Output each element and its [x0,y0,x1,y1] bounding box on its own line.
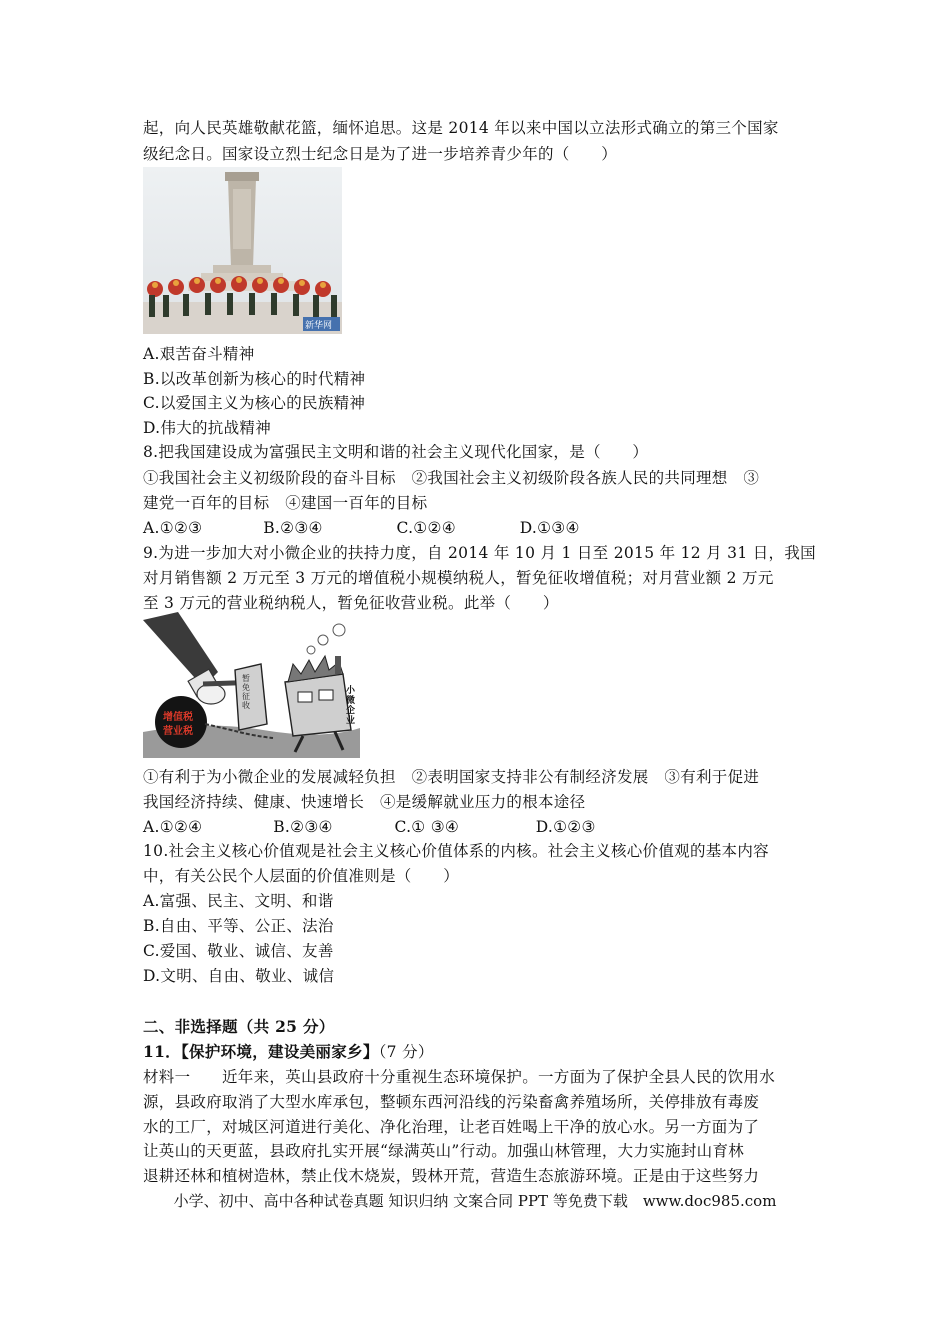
q7-line-2: 级纪念日。国家设立烈士纪念日是为了进一步培养青少年的（ ） [143,145,618,163]
q8-options [143,517,580,539]
q10-option-b: B.自由、平等、公正、法治 [143,917,334,935]
material-line-5: 退耕还林和植树造林，禁止伐木烧炭，毁林开荒，营造生态旅游环境。正是由于这些努力 [143,1167,760,1185]
q10-option-a: A.富强、民主、文明、和谐 [143,892,334,910]
material-line-3: 水的工厂，对城区河道进行美化、净化治理，让老百姓喝上干净的放心水。另一方面为了 [143,1118,760,1136]
q10-line-1: 10.社会主义核心价值观是社会主义核心价值体系的内核。社会主义核心价值观的基本内容 [143,842,769,860]
q7-option-c: C.以爱国主义为核心的民族精神 [143,394,366,412]
photo-watermark: 新华网 [305,321,333,331]
q9-options [143,816,596,838]
q10-option-c: C.爱国、敬业、诚信、友善 [143,942,334,960]
material-line-1: 材料一 近年来，英山县政府十分重视生态环境保护。一方面为了保护全县人民的饮用水 [143,1068,776,1086]
q9-items-line-2: 我国经济持续、健康、快速增长 ④是缓解就业压力的根本途径 [143,793,586,811]
q11-title [143,1041,434,1063]
q8-option-c: C.①②④ [396,519,456,537]
monument-photo [143,167,342,334]
section-heading: 二、非选择题（共 25 分） [143,1017,335,1036]
q8-option-a: A.①②③ [143,519,203,537]
q8-option-d: D.①③④ [519,519,580,537]
q9-line-3: 至 3 万元的营业税纳税人，暂免征收营业税。此举（ ） [143,594,559,612]
q9-line-2: 对月销售额 2 万元至 3 万元的增值税小规模纳税人，暂免征收增值税；对月营业额 2 万元 [143,569,774,587]
axe-label: 暂免征收 [242,674,250,710]
q9-option-d: D.①②③ [535,818,596,836]
q11-points: （7 分） [378,1043,434,1061]
q9-items-line-1: ①有利于为小微企业的发展减轻负担 ②表明国家支持非公有制经济发展 ③有利于促进 [143,768,760,786]
q7-option-a: A.艰苦奋斗精神 [143,345,255,363]
q9-option-c: C.① ③④ [394,818,460,836]
q7-option-b: B.以改革创新为核心的时代精神 [143,370,366,388]
q7-option-d: D.伟大的抗战精神 [143,419,272,437]
q8-stem: 8.把我国建设成为富强民主文明和谐的社会主义现代化国家，是（ ） [143,443,649,461]
q8-option-b: B.②③④ [263,519,323,537]
q11-title-text: 11．【保护环境，建设美丽家乡】 [143,1042,379,1061]
q10-line-2: 中，有关公民个人层面的价值准则是（ ） [143,867,460,885]
page-footer: 小学、初中、高中各种试卷真题 知识归纳 文案合同 PPT 等免费下载 www.doc985.com [173,1192,777,1210]
material-line-4: 让英山的天更蓝，县政府扎实开展“绿满英山”行动。加强山林管理，大力实施封山育林 [143,1142,745,1160]
q9-option-a: A.①②④ [143,818,203,836]
q9-line-1: 9.为进一步加大对小微企业的扶持力度，自 2014 年 10 月 1 日至 2015 年 12 月 31 日，我国 [143,544,816,562]
enterprise-label: 小微企业 [346,686,356,726]
q9-option-b: B.②③④ [273,818,333,836]
q8-items-line-2: 建党一百年的目标 ④建国一百年的目标 [143,494,428,512]
tax-cartoon [143,612,360,758]
ball-label-business-tax: 营业税 [163,726,193,737]
q7-line-1: 起，向人民英雄敬献花篮，缅怀追思。这是 2014 年以来中国以立法形式确立的第三个国家 [143,119,779,137]
ball-label-vat: 增值税 [163,712,193,723]
material-line-2: 源，县政府取消了大型水库承包，整顿东西河沿线的污染畜禽养殖场所，关停排放有毒废 [143,1093,760,1111]
q10-option-d: D.文明、自由、敬业、诚信 [143,967,335,985]
q8-items-line-1: ①我国社会主义初级阶段的奋斗目标 ②我国社会主义初级阶段各族人民的共同理想 ③ [143,469,760,487]
